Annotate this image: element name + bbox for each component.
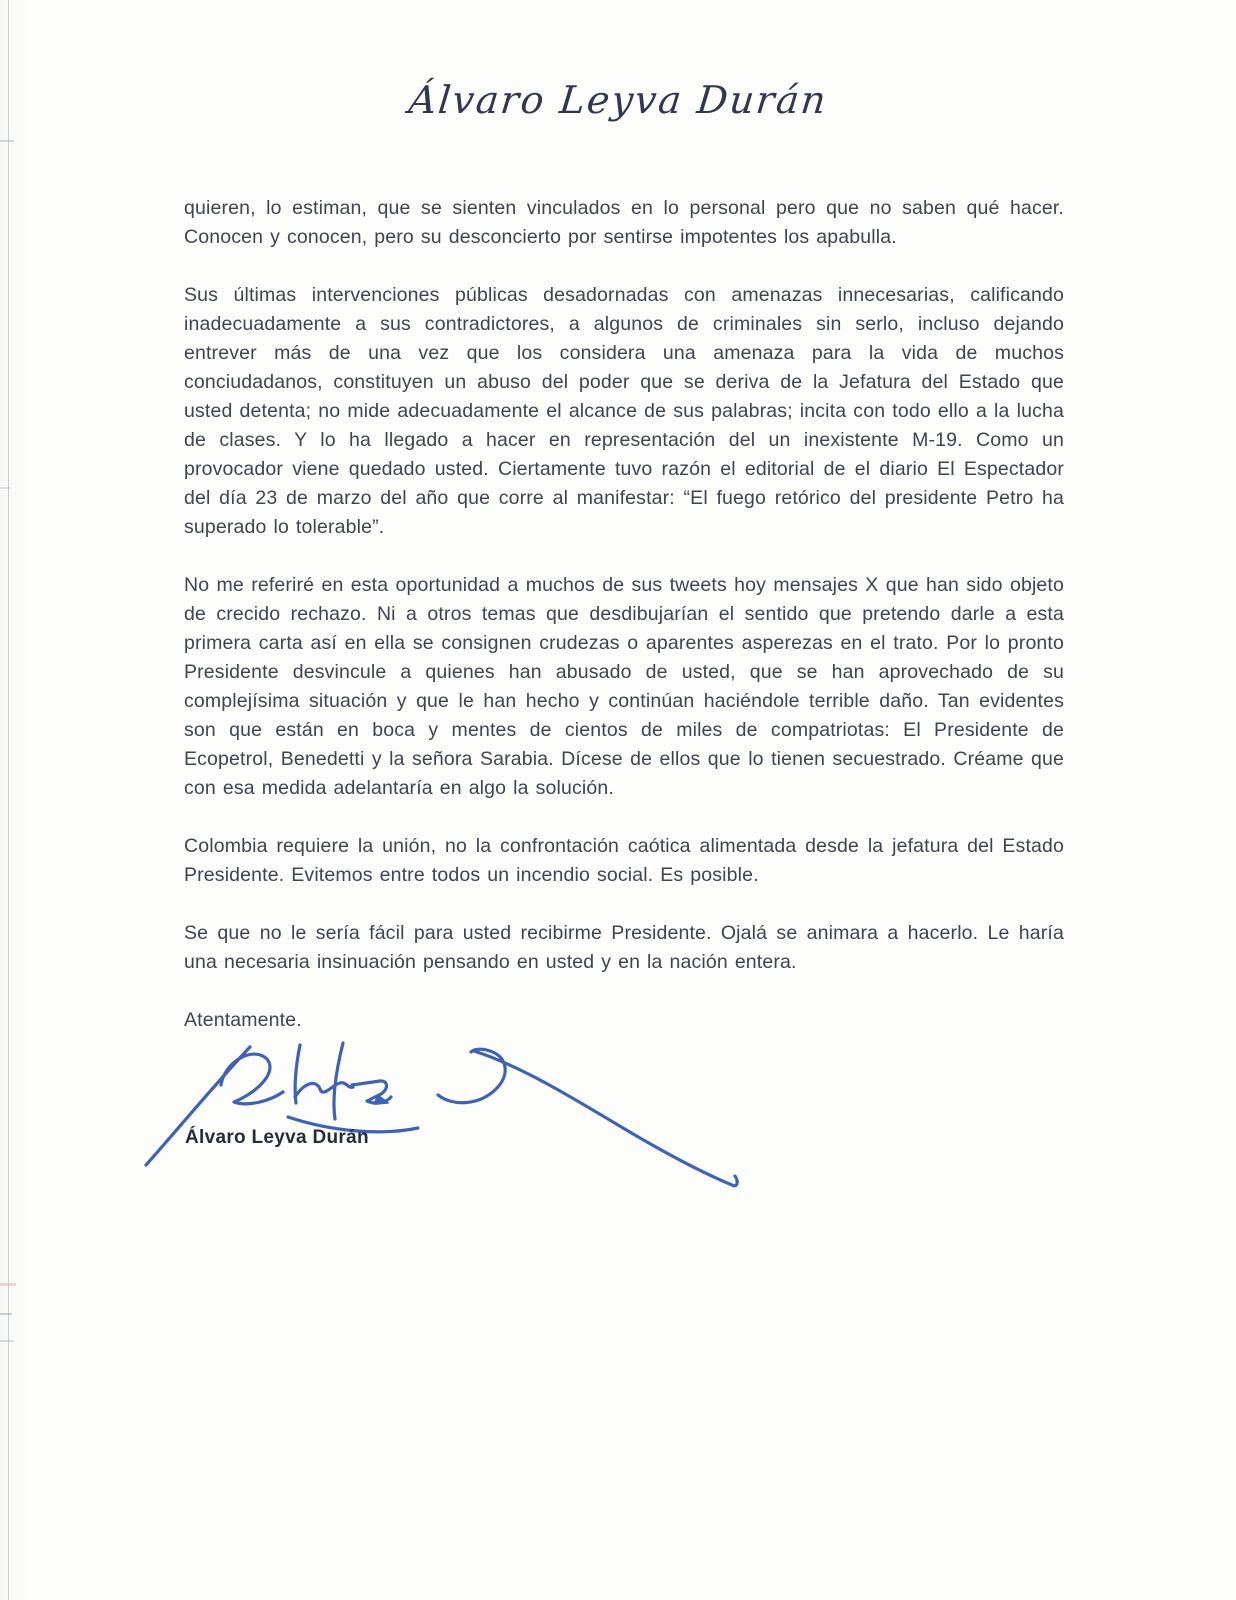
signer-name: Álvaro Leyva Durán	[185, 1127, 369, 1148]
scan-artifact-dash	[0, 140, 14, 142]
paragraph-1: quieren, lo estiman, que se sienten vinculados en lo personal pero que no saben qué hacer. Conocen y conocen, pero su desconcierto por sentirse impotentes los apabulla.	[184, 197, 1064, 248]
letter-body	[184, 194, 1064, 1035]
closing-salutation: Atentamente.	[184, 1009, 302, 1031]
paragraph-3: No me referiré en esta oportunidad a muchos de sus tweets hoy mensajes X que han sido objeto de crecido rechazo. Ni a otros temas que desdibujarían el sentido que pretendo darle a esta primera carta así en ella se consignen crudezas o aparentes asperezas en el trato. Por lo pronto Presidente desvincule a quienes han abusado de usted, que se han aprovechado de su complejísima situación y que le han hecho y continúan haciéndole terrible daño. Tan evidentes son que están en boca y mentes de cientos de miles de compatriotas: El Presidente de Ecopetrol, Benedetti y la señora Sarabia. Dícese de ellos que lo tienen secuestrado. Créame que con esa medida adelantaría en algo la solución.	[184, 574, 1064, 799]
handwritten-signature-icon	[138, 1025, 758, 1195]
paragraph-5: Se que no le sería fácil para usted recibirme Presidente. Ojalá se animara a hacerlo. Le haría una necesaria insinuación pensando en usted y en la nación entera.	[184, 922, 1064, 973]
letterhead-name: Álvaro Leyva Durán	[406, 78, 830, 122]
scan-edge-band	[0, 0, 30, 1600]
scan-artifact-dash	[0, 487, 10, 489]
scan-edge-line	[8, 0, 9, 1600]
signature-strokes	[146, 1043, 737, 1186]
letterhead	[0, 0, 1236, 133]
scan-artifact-dash	[0, 1340, 14, 1342]
scan-artifact-dash	[0, 1283, 16, 1286]
scan-artifact-dash	[0, 1313, 12, 1315]
paragraph-4: Colombia requiere la unión, no la confrontación caótica alimentada desde la jefatura del Estado Presidente. Evitemos entre todos un incendio social. Es posible.	[184, 835, 1064, 886]
paragraph-2: Sus últimas intervenciones públicas desadornadas con amenazas innecesarias, calificando inadecuadamente a sus contradictores, a algunos de criminales sin serlo, incluso dejando entrever más de una vez que los considera una amenaza para la vida de muchos conciudadanos, constituyen un abuso del poder que se deriva de la Jefatura del Estado que usted detenta; no mide adecuadamente el alcance de sus palabras; incita con todo ello a la lucha de clases. Y lo ha llegado a hacer en representación del un inexistente M-19. Como un provocador viene quedado usted. Ciertamente tuvo razón el editorial de el diario El Espectador del día 23 de marzo del año que corre al manifestar: “El fuego retórico del presidente Petro ha superado lo tolerable”.	[184, 284, 1064, 538]
